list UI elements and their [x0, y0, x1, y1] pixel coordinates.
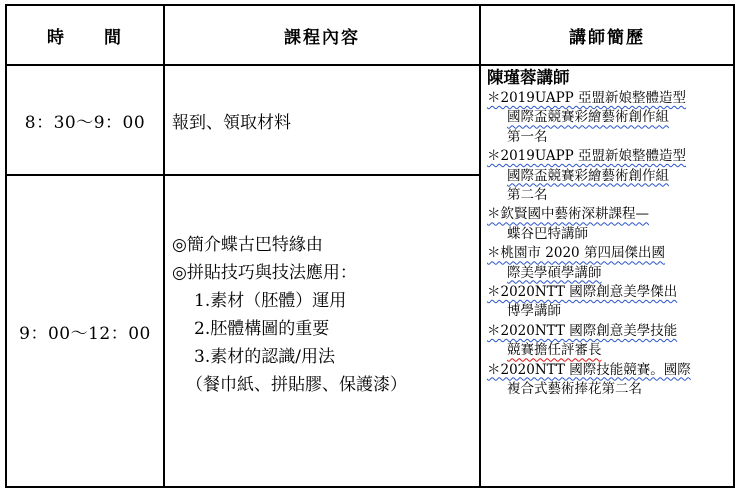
bio-line: 第二名 [507, 187, 548, 204]
bio-line: ＊2019UAPP 亞盟新娘整體造型 [487, 148, 687, 165]
header-course-label: 課程內容 [284, 27, 360, 48]
row2-content [172, 231, 407, 399]
header-instructor [481, 6, 733, 64]
bio-line: 蝶谷巴特講師 [507, 225, 588, 242]
header-instructor-label: 講師簡歷 [569, 27, 645, 48]
header-course [165, 6, 479, 64]
bio-line: ＊2020NTT 國際技能競賽。國際 [487, 361, 691, 378]
row1-content-text: 報到、領取材料 [172, 112, 291, 133]
bio-line: 際美學碩學講師 [507, 264, 602, 281]
bio-line: ＊2019UAPP 亞盟新娘整體造型 [487, 90, 687, 106]
row2-time-text: 9：00～12：00 [19, 323, 151, 344]
instructor-bio [487, 67, 732, 400]
content-line: ◎拼貼技巧與技法應用： [172, 263, 357, 283]
content-line: （餐巾紙、拼貼膠、保護漆） [186, 375, 407, 395]
header-time-label: 時 間 [47, 27, 123, 48]
bio-line: 國際盃競賽彩繪藝術創作組 [507, 167, 669, 184]
bio-line: ＊2020NTT 國際創意美學傑出 [487, 284, 678, 301]
row1-time [7, 66, 163, 174]
header-time [7, 6, 163, 64]
content-line: 2.胚體構圖的重要 [194, 319, 330, 339]
row1-time-text: 8：30～9：00 [24, 112, 146, 133]
content-line: 1.素材（胚體）運用 [194, 291, 347, 311]
bio-line: ＊桃園市 2020 第四屆傑出國 [487, 245, 665, 262]
bio-line: 複合式藝術捧花第二名 [507, 381, 642, 398]
row2-time [7, 176, 163, 486]
bio-line: 競賽擔任評審長 [507, 342, 602, 359]
bio-line: 博學講師 [507, 303, 561, 320]
bio-line: 第一名 [507, 128, 548, 145]
bio-line: ＊欽賢國中藝術深耕課程— [487, 206, 649, 223]
row1-content [172, 66, 472, 174]
column-divider-1 [163, 4, 165, 488]
content-line: ◎簡介蝶古巴特緣由 [172, 235, 323, 255]
bio-line: 國際盃競賽彩繪藝術創作組 [507, 109, 669, 126]
column-divider-2 [479, 4, 481, 488]
content-line: 3.素材的認識/用法 [194, 347, 335, 367]
bio-line: ＊2020NTT 國際創意美學技能 [487, 322, 678, 339]
instructor-name: 陳瑾蓉講師 [487, 68, 570, 87]
